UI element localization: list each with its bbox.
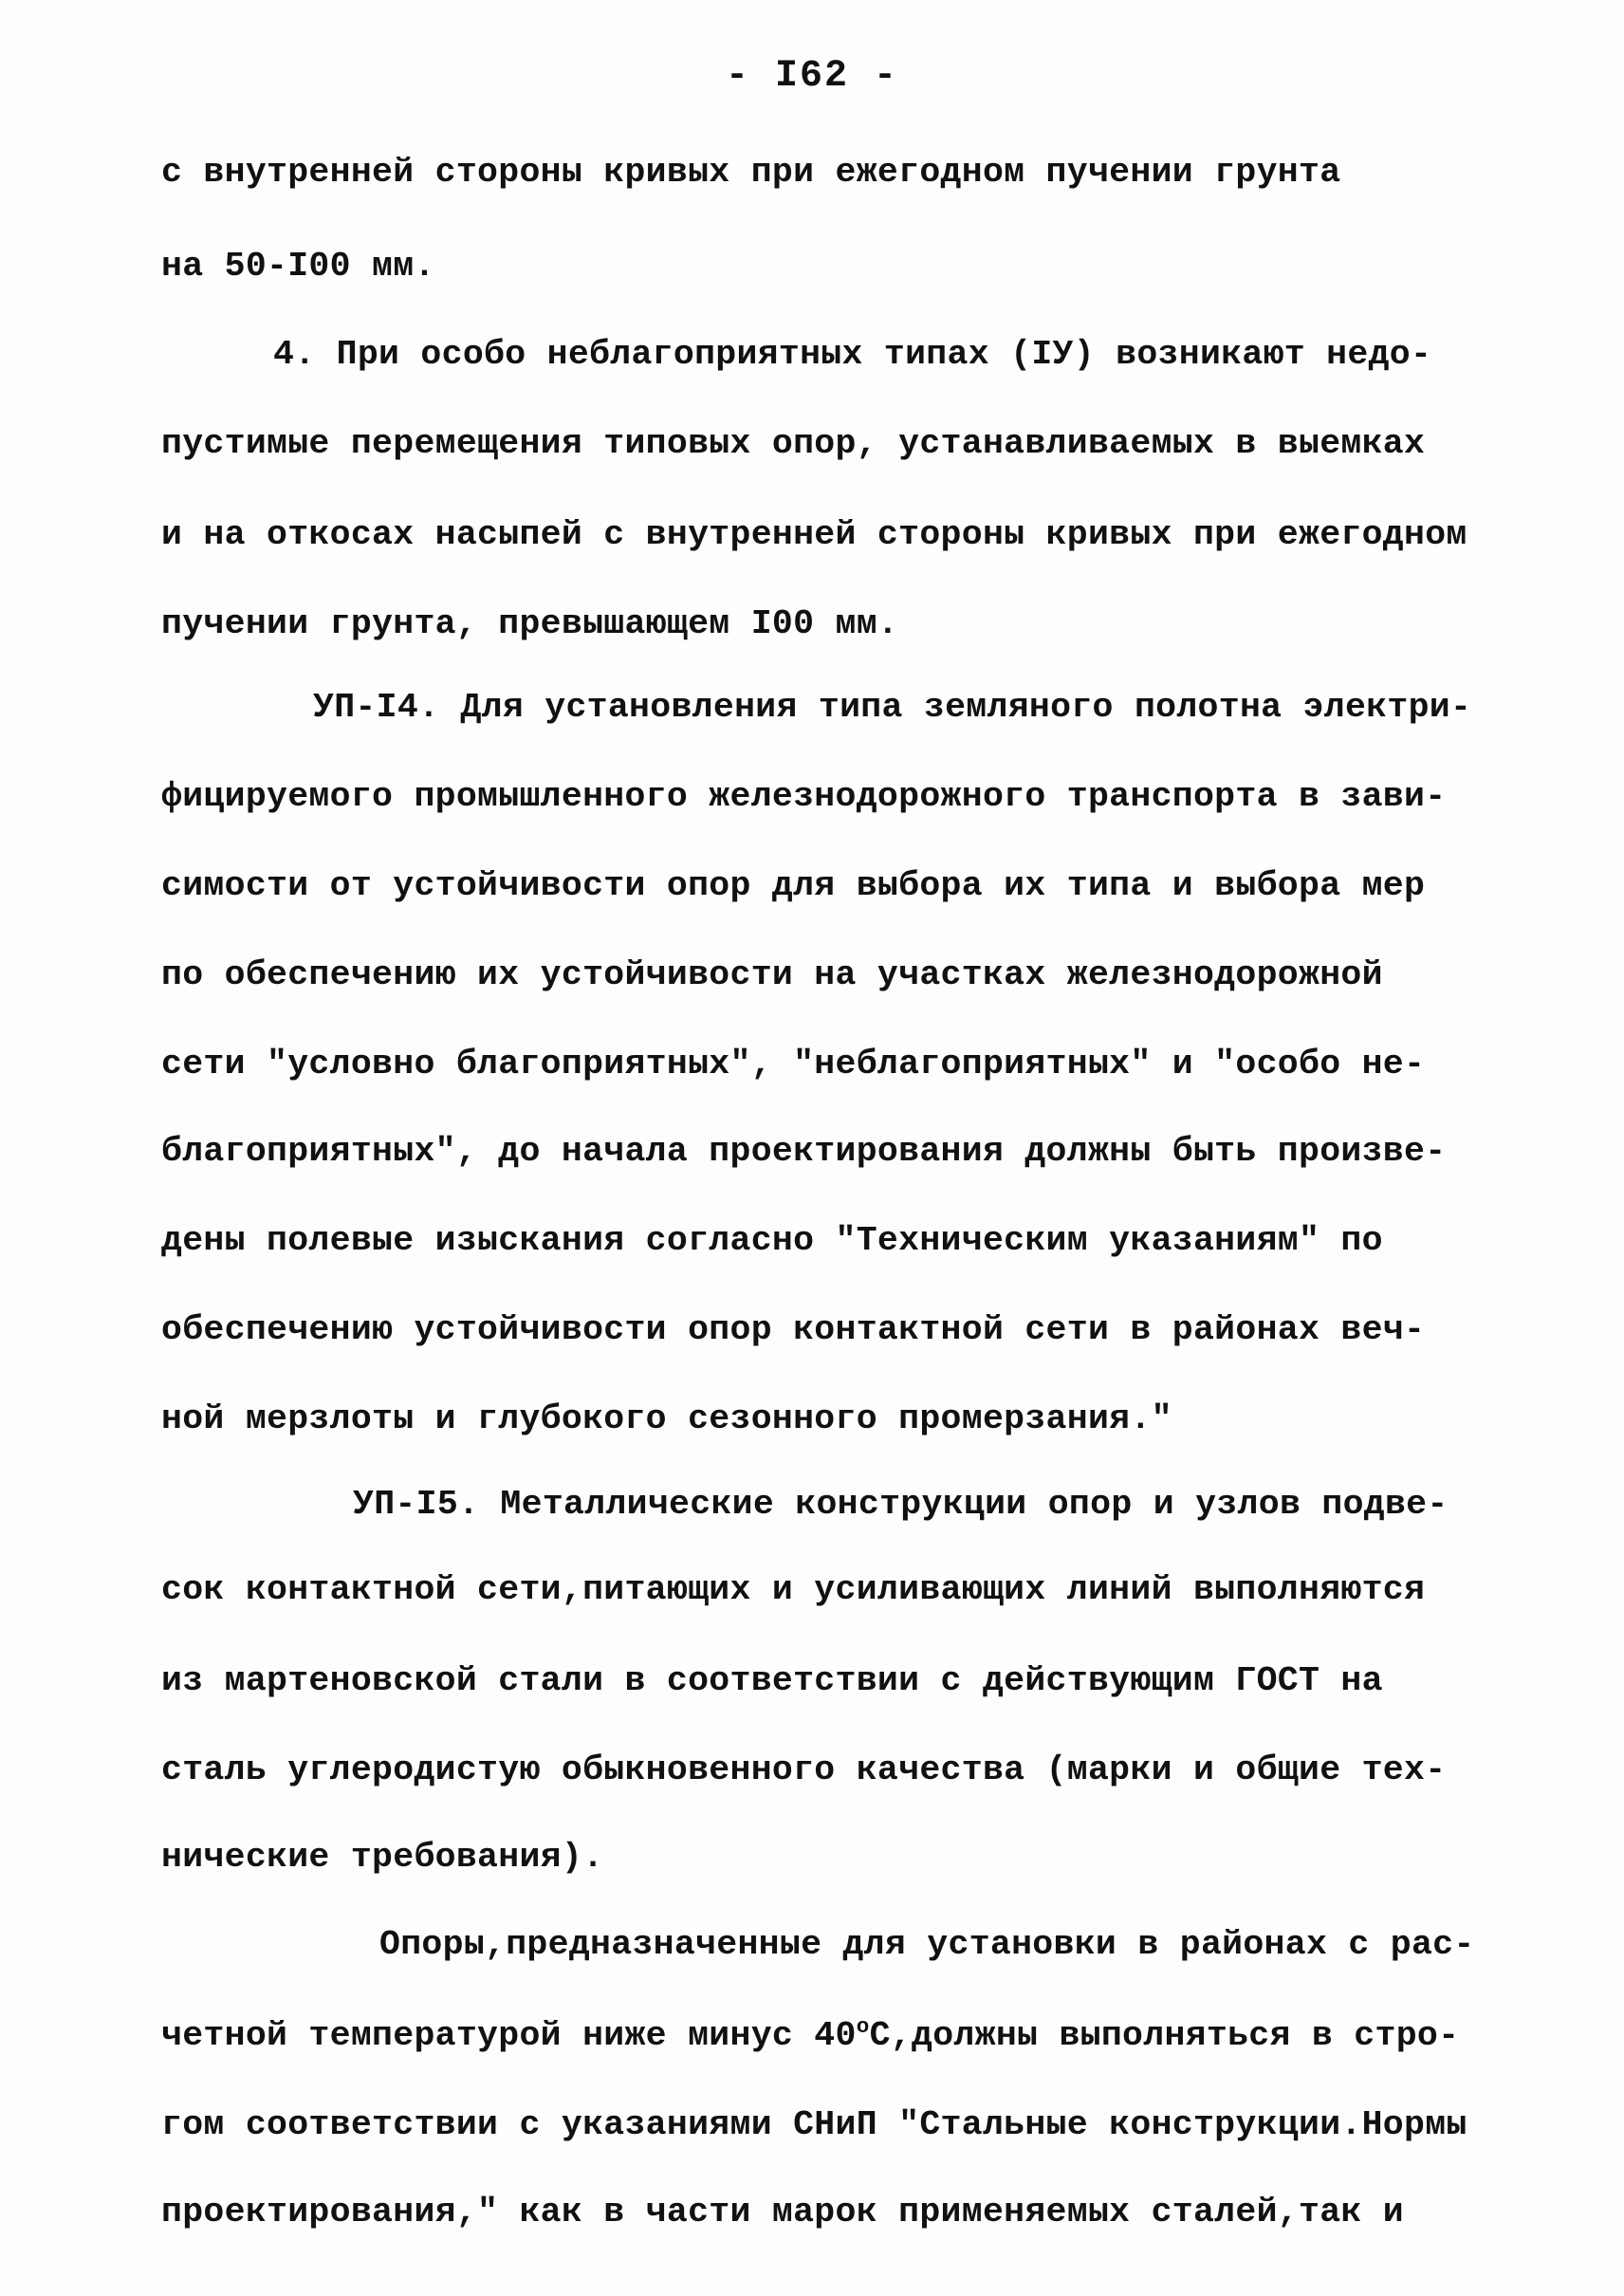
text-line: УП-I5. Металлические конструкции опор и узлов подве- [353,1485,1449,1524]
text-line: пустимые перемещения типовых опор, устанавливаемых в выемках [161,424,1426,463]
text-line: сети "условно благоприятных", "неблагоприятных" и "особо не- [161,1045,1426,1083]
page-number: - I62 - [725,55,899,98]
text-line: нические требования). [161,1838,604,1877]
text-line: обеспечению устойчивости опор контактной сети в районах веч- [161,1310,1426,1349]
text-line: проектирования," как в части марок применяемых сталей,так и [161,2193,1405,2231]
degree-superscript: о [856,2013,870,2039]
text-line: Опоры,предназначенные для установки в районах с рас- [379,1925,1475,1964]
text-line: пучении грунта, превышающем I00 мм. [161,604,899,643]
text-line: симости от устойчивости опор для выбора их типа и выбора мер [161,866,1426,905]
text-line: 4. При особо неблагоприятных типах (IУ) возникают недо- [273,335,1432,374]
text-line: фицируемого промышленного железнодорожного транспорта в зави- [161,777,1447,816]
text-line: с внутренней стороны кривых при ежегодном пучении грунта [161,153,1341,192]
text-line: на 50-I00 мм. [161,247,435,286]
text-line: благоприятных", до начала проектирования должны быть произве- [161,1132,1447,1171]
text-line: УП-I4. Для установления типа земляного полотна электри- [313,688,1472,727]
text-line: по обеспечению их устойчивости на участках железнодорожной [161,955,1383,994]
text-segment: четной температурой ниже минус 40 [161,2016,857,2055]
text-line: сталь углеродистую обыкновенного качества (марки и общие тех- [161,1750,1447,1789]
text-line-temperature [161,2013,1459,2059]
text-line: сок контактной сети,питающих и усиливающих линий выполняются [161,1570,1426,1609]
text-line: из мартеновской стали в соответствии с действующим ГОСТ на [161,1661,1383,1700]
text-line: ной мерзлоты и глубокого сезонного промерзания." [161,1399,1172,1438]
text-line: и на откосах насыпей с внутренней стороны кривых при ежегодном [161,515,1467,554]
text-line: дены полевые изыскания согласно "Техническим указаниям" по [161,1221,1383,1260]
text-segment: С,должны выполняться в стро- [869,2016,1460,2055]
text-line: гом соответствии с указаниями СНиП "Стальные конструкции.Нормы [161,2105,1467,2144]
